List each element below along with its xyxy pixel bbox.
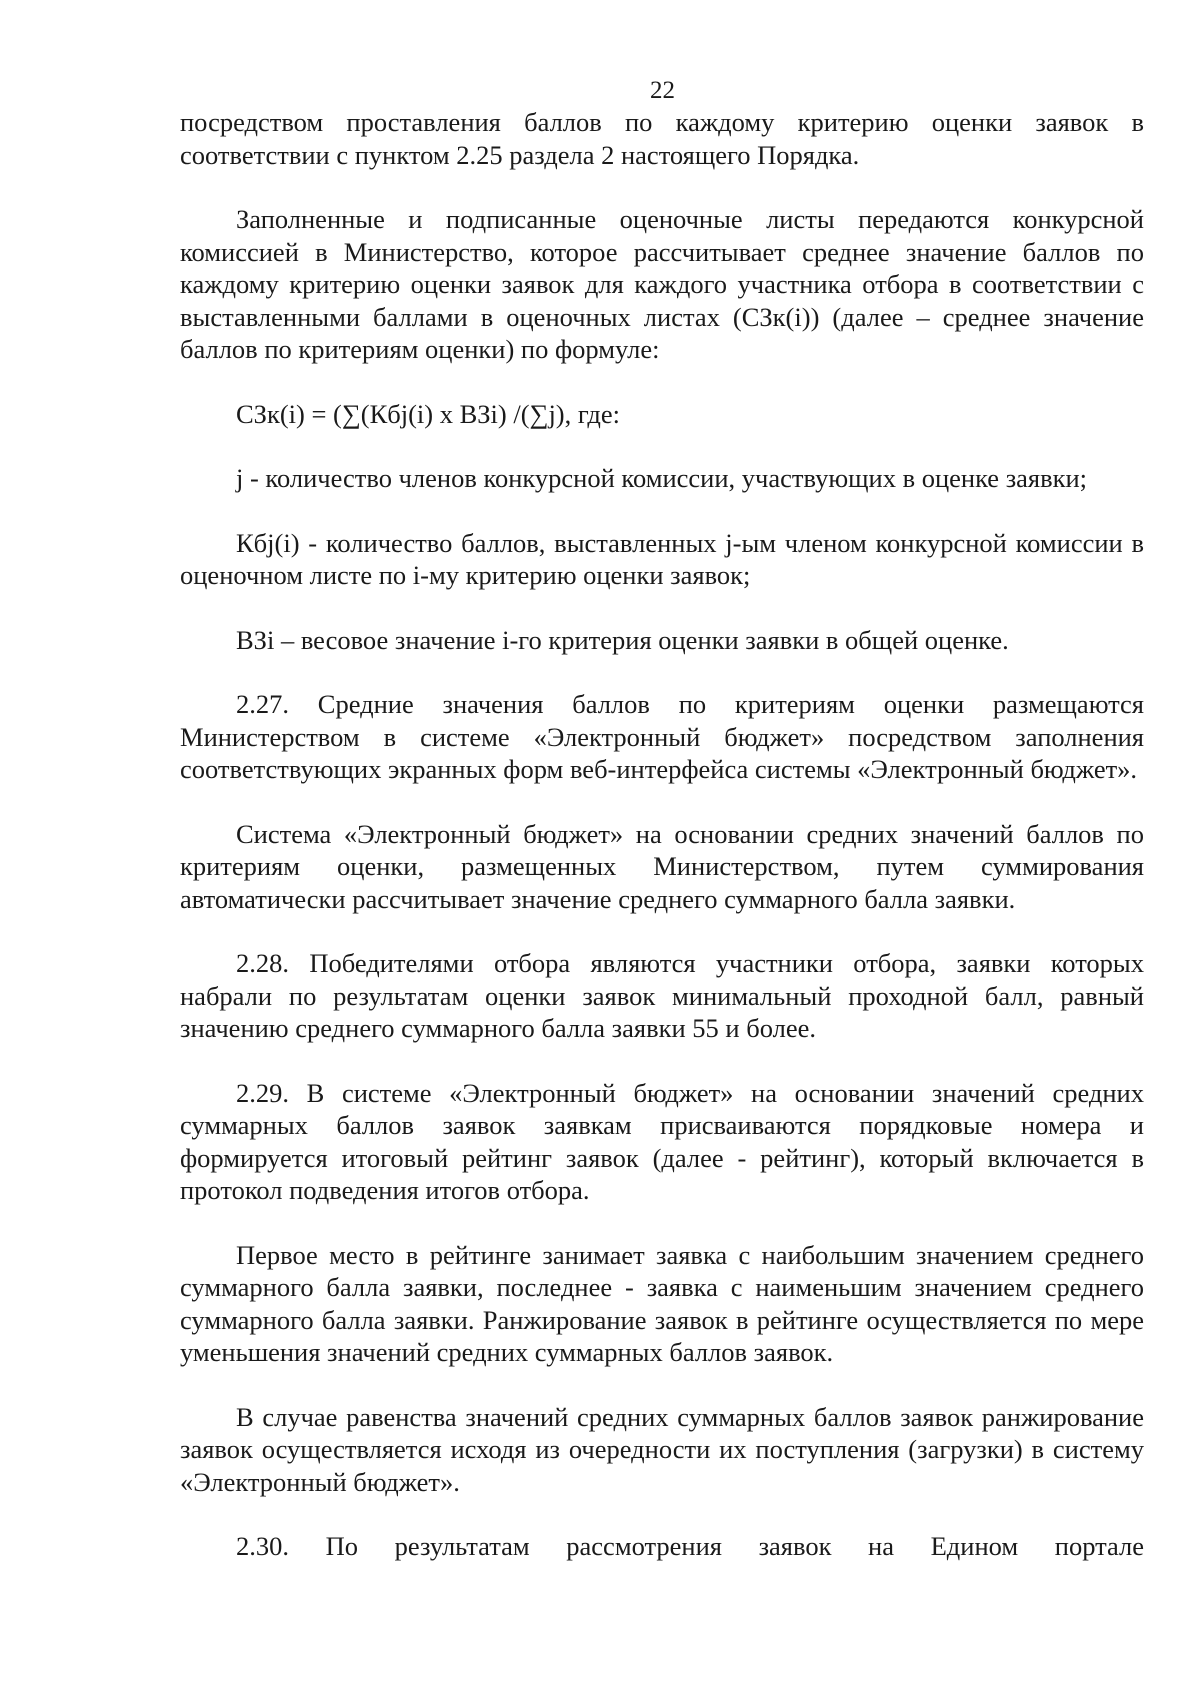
definition-vzi: ВЗi – весовое значение i-го критерия оценки заявки в общей оценке. [236,624,1009,655]
paragraph-2-30: 2.30. По результатам рассмотрения заявок на Едином портале [236,1531,1144,1561]
paragraph-system-calculation: Система «Электронный бюджет» на основании средних значений баллов по критериям оценки, размещенных Министерством, путем суммирования автоматически рассчитывает значение среднего суммарного балла заявки. [180,818,1144,914]
paragraph-ranking: Первое место в рейтинге занимает заявка с наибольшим значением среднего суммарного балла заявки, последнее - заявка с наименьшим значением среднего суммарного балла заявки. Ранжирование заявок в рейтинге осуществляется по мере уменьшения значений средних суммарных баллов заявок. [180,1239,1144,1367]
paragraph-evaluation-sheets: Заполненные и подписанные оценочные листы передаются конкурсной комиссией в Министерство, которое рассчитывает среднее значение баллов по каждому критерию оценки заявок для каждого участника отбора в соответствии с выставленными баллами в оценочных листах (СЗк(i)) (далее – среднее значение баллов по критериям оценки) по формуле: [180,204,1144,364]
formula-line: СЗк(i) = (∑(Кбj(i) x ВЗi) /(∑j), где: [236,398,621,429]
paragraph-2-27: 2.27. Средние значения баллов по критериям оценки размещаются Министерством в системе «Электронный бюджет» посредством заполнения соответствующих экранных форм веб-интерфейса системы «Электронный бюджет». [180,689,1144,784]
paragraph-2-29: 2.29. В системе «Электронный бюджет» на основании значений средних суммарных баллов заявок заявкам присваиваются порядковые номера и формируется итоговый рейтинг заявок (далее - рейтинг), который включается в протокол подведения итогов отбора. [180,1077,1144,1205]
page-number: 22 [650,77,675,104]
paragraph-2-28: 2.28. Победителями отбора являются участники отбора, заявки которых набрали по результатам оценки заявок минимальный проходной балл, равный значению среднего суммарного балла заявки 55 и более. [180,948,1144,1043]
definition-j: j - количество членов конкурсной комиссии, участвующих в оценке заявки; [236,463,1088,493]
paragraph-continuation: посредством проставления баллов по каждому критерию оценки заявок в соответствии с пунктом 2.25 раздела 2 настоящего Порядка. [180,107,1144,170]
paragraph-equal-scores: В случае равенства значений средних суммарных баллов заявок ранжирование заявок осуществляется исходя из очередности их поступления (загрузки) в систему «Электронный бюджет». [180,1401,1144,1497]
document-body [180,106,1144,1563]
definition-kbj: Кбj(i) - количество баллов, выставленных j-ым членом конкурсной комиссии в оценочном листе по i-му критерию оценки заявок; [180,527,1144,590]
